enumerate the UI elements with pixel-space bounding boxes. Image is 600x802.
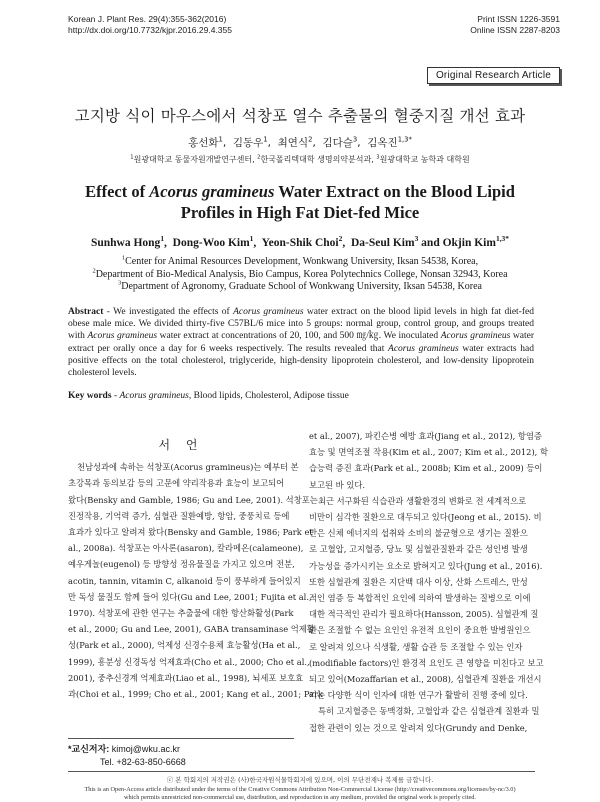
keywords: Key words - Acorus gramineus, Blood lipids, Cholesterol, Adipose tissue xyxy=(68,391,349,401)
correspondence-footnote xyxy=(68,738,294,769)
article-type-badge: Original Research Article xyxy=(427,67,560,84)
text-line: 진정작용, 기억력 증가, 심혈관 질환예방, 항암, 중풍치료 등에 xyxy=(68,510,290,521)
text-line: 키는 다양한 식이 인자에 대한 연구가 활발히 진행 중에 있다. xyxy=(309,690,528,701)
korean-authors: 홍선화$^1$, 김동우$^1$, 최연식$^2$, 김다슬$^3$, 김옥진$^{1,3*}$ xyxy=(188,135,412,149)
text-line: 접한 관련이 있는 것으로 알려져 있다(Grundy and Denke, xyxy=(309,722,528,733)
correspondence-tel: Tel. +82-63-850-6668 xyxy=(100,757,186,767)
text-line: 만은 신체 에너지의 섭취와 소비의 불균형으로 생기는 질환으 xyxy=(309,528,528,539)
correspondence-label: *교신저자: xyxy=(68,744,110,754)
text-line: 과(Choi et al., 1999; Cho et al., 2001; Kang et al., 2001; Park xyxy=(68,689,323,700)
text-line: 초강목과 동의보감 등의 고문에 약리작용과 효능이 보고되어 xyxy=(68,478,285,489)
text-line: 또한 심혈관계 질환은 지단백 대사 이상, 산화 스트레스, 만성 xyxy=(309,576,528,587)
text-line: 왔다(Bensky and Gamble, 1986; Gu and Lee, 2001). 석창포는 xyxy=(68,494,318,505)
journal-header xyxy=(68,14,232,36)
text-line: 1970). 석창포에 관한 연구는 추출물에 대한 항산화활성(Park xyxy=(68,608,294,619)
text-line: 효능 및 면역조절 작용(Kim et al., 2007; Kim et al., 2012), 학 xyxy=(309,447,548,458)
author-name: 김옥진 xyxy=(367,137,398,149)
text-line: (modifiable factors)인 환경적 요인도 큰 영향을 미친다고 보고 xyxy=(309,657,544,668)
english-affiliations: $^1$Center for Animal Resources Development, Wonkwang University, Iksan 54538, Korea, $^2$Department of Bio-Medical Analysis, Bio Campus, Korea Polytechnics College, Nonsan 32943, Korea $^3$Department of Agronomy, Graduate School of Wonkwang University, Iksan 54538, Korea xyxy=(92,254,508,292)
text-line: 효과가 있다고 알려져 왔다(Bensky and Gamble, 1986; Park et xyxy=(68,527,313,538)
online-issn: Online ISSN 2287-8203 xyxy=(470,25,560,35)
text-line: 최근 서구화된 식습관과 생활환경의 변화로 전 세계적으로 xyxy=(318,495,527,506)
text-line: 로 알려져 있으나 식생활, 생활 습관 등 조절할 수 있는 인자 xyxy=(309,641,523,652)
body-left-column xyxy=(68,437,323,702)
footer-divider xyxy=(68,771,535,772)
copyright-notice: ⓒ 본 학회지의 저작권은 (사)한국자원식물학회지에 있으며, 이의 무단전재나 복제를 금합니다. xyxy=(166,776,434,784)
author-name: 김다슬 xyxy=(322,137,353,149)
text-line: 만 독성 물질도 함께 들어 있다(Gu and Lee, 2001; Fujita et al., xyxy=(68,591,312,602)
text-line: 특히 고지혈증은 동맥경화, 고혈압과 같은 심혈관계 질환과 밀 xyxy=(318,706,540,717)
text-line: 천남성과에 속하는 석창포(Acorus gramineus)는 예부터 본 xyxy=(77,462,299,473)
text-line: 가능성을 증가시키는 요소로 밝혀지고 있다(Jung et al., 2016). xyxy=(309,560,543,571)
print-issn: Print ISSN 1226-3591 xyxy=(477,14,560,24)
text-line: 1999), 흥분성 신경독성 억제효과(Cho et al., 2000; Cho et al., xyxy=(68,656,310,667)
text-line: 2001), 중추신경계 억제효과(Liao et al., 1998), 뇌세포 보호효 xyxy=(68,672,304,683)
author-name: 김동우 xyxy=(232,137,264,149)
correspondence-email[interactable]: kimoj@wku.ac.kr xyxy=(111,744,180,754)
english-authors: Sunhwa Hong$^1$, Dong-Woo Kim$^1$, Yeon-Shik Choi$^2$, Da-Seul Kim$^3$ and Okjin Kim$^{1,3*}$ xyxy=(90,234,510,249)
text-line: 비만이 심각한 질환으로 대두되고 있다(Jeong et al., 2015). 비 xyxy=(309,512,542,523)
abstract: Abstract - We investigated the effects of Acorus gramineus water extract on the blood lipid levels in high fat diet-fed obese male mice. We divided thirty-five C57BL/6 mice into 5 groups: normal group, control group, and groups treated with Acorus gramineus water extract at concentrations of 20, 100, and 500 ㎎/㎏. We inoculated Acorus gramineus water extract per orally once a day for 6 weeks respectively. The results revealed that Acorus gramineus water extracts had positive effects on the total cholesterol, triglyceride, high-density lipoprotein cholesterol, and low-density lipoprotein cholesterol levels. xyxy=(68,307,534,379)
text-line: 되고 있어(Mozaffarian et al., 2008), 심혈관계 질환을 개선시 xyxy=(309,674,542,685)
text-line: al., 2008a). 석창포는 아사론(asaron), 칼라메온(calameone), xyxy=(68,543,304,554)
issn-block xyxy=(470,14,560,36)
journal-citation: Korean J. Plant Res. 29(4):355-362(2016) xyxy=(68,14,227,24)
license-notice: This is an Open-Access article distributed under the terms of the Creative Commons Attribution Non-Commercial License (http://creativecommons.org/licenses/by-nc/3.0) which permits unrestricted non-commercial use, distribution, and reproduction in any medium, provided the original work is properly cited. xyxy=(84,786,516,801)
text-line: 예우게놀(eugenol) 등 방향성 정유물질을 가지고 있으며 전분, xyxy=(68,559,295,570)
text-line: 환은 조절할 수 없는 요인인 유전적 요인이 중요한 발병원인으 xyxy=(309,625,531,636)
text-line: 로 고혈압, 고지혈증, 당뇨 및 심혈관질환과 같은 성인병 발생 xyxy=(309,544,528,555)
korean-title: 고지방 식이 마우스에서 석창포 열수 추출물의 혈중지질 개선 효과 xyxy=(74,107,526,125)
english-title: Effect of Acorus gramineus Water Extract on the Blood Lipid Profiles in High Fat Diet-fed Mice xyxy=(85,182,515,222)
text-line: et al., 2007), 파킨슨병 예방 효과(Jiang et al., 2012), 항염증 xyxy=(309,431,542,441)
text-line: acotin, tannin, vitamin C, alkanoid 등이 풍부하게 들어있지 xyxy=(68,575,301,586)
author-name: 홍선화 xyxy=(188,137,219,149)
text-line: 대한 적극적인 관리가 필요하다(Hansson, 2005). 심혈관계 질 xyxy=(309,609,539,620)
text-line: 보고된 바 있다. xyxy=(309,479,366,490)
body-right-column xyxy=(309,428,548,736)
author-name: 최연식 xyxy=(277,137,309,149)
text-line: 습능력 증진 효과(Park et al., 2008b; Kim et al., 2009) 등이 xyxy=(309,463,543,474)
text-line: 성(Park et al., 2000), 억제성 신경수용체 효능활성(Ha et al., xyxy=(68,640,301,651)
korean-affiliations: $^1$원광대학교 동물자원개발연구센터, $^2$한국폴리텍대학 생명의약분석과, $^3$원광대학교 농학과 대학원 xyxy=(130,154,470,164)
doi-link[interactable]: http://dx.doi.org/10.7732/kjpr.2016.29.4.355 xyxy=(68,25,232,35)
text-line: 적인 염증 등 복합적인 요인에 의하여 발생하는 질병으로 이에 xyxy=(309,593,531,604)
section-heading: 서 언 xyxy=(158,438,204,452)
text-line: et al., 2000; Gu and Lee, 2001), GABA transaminase 억제활 xyxy=(68,624,315,635)
